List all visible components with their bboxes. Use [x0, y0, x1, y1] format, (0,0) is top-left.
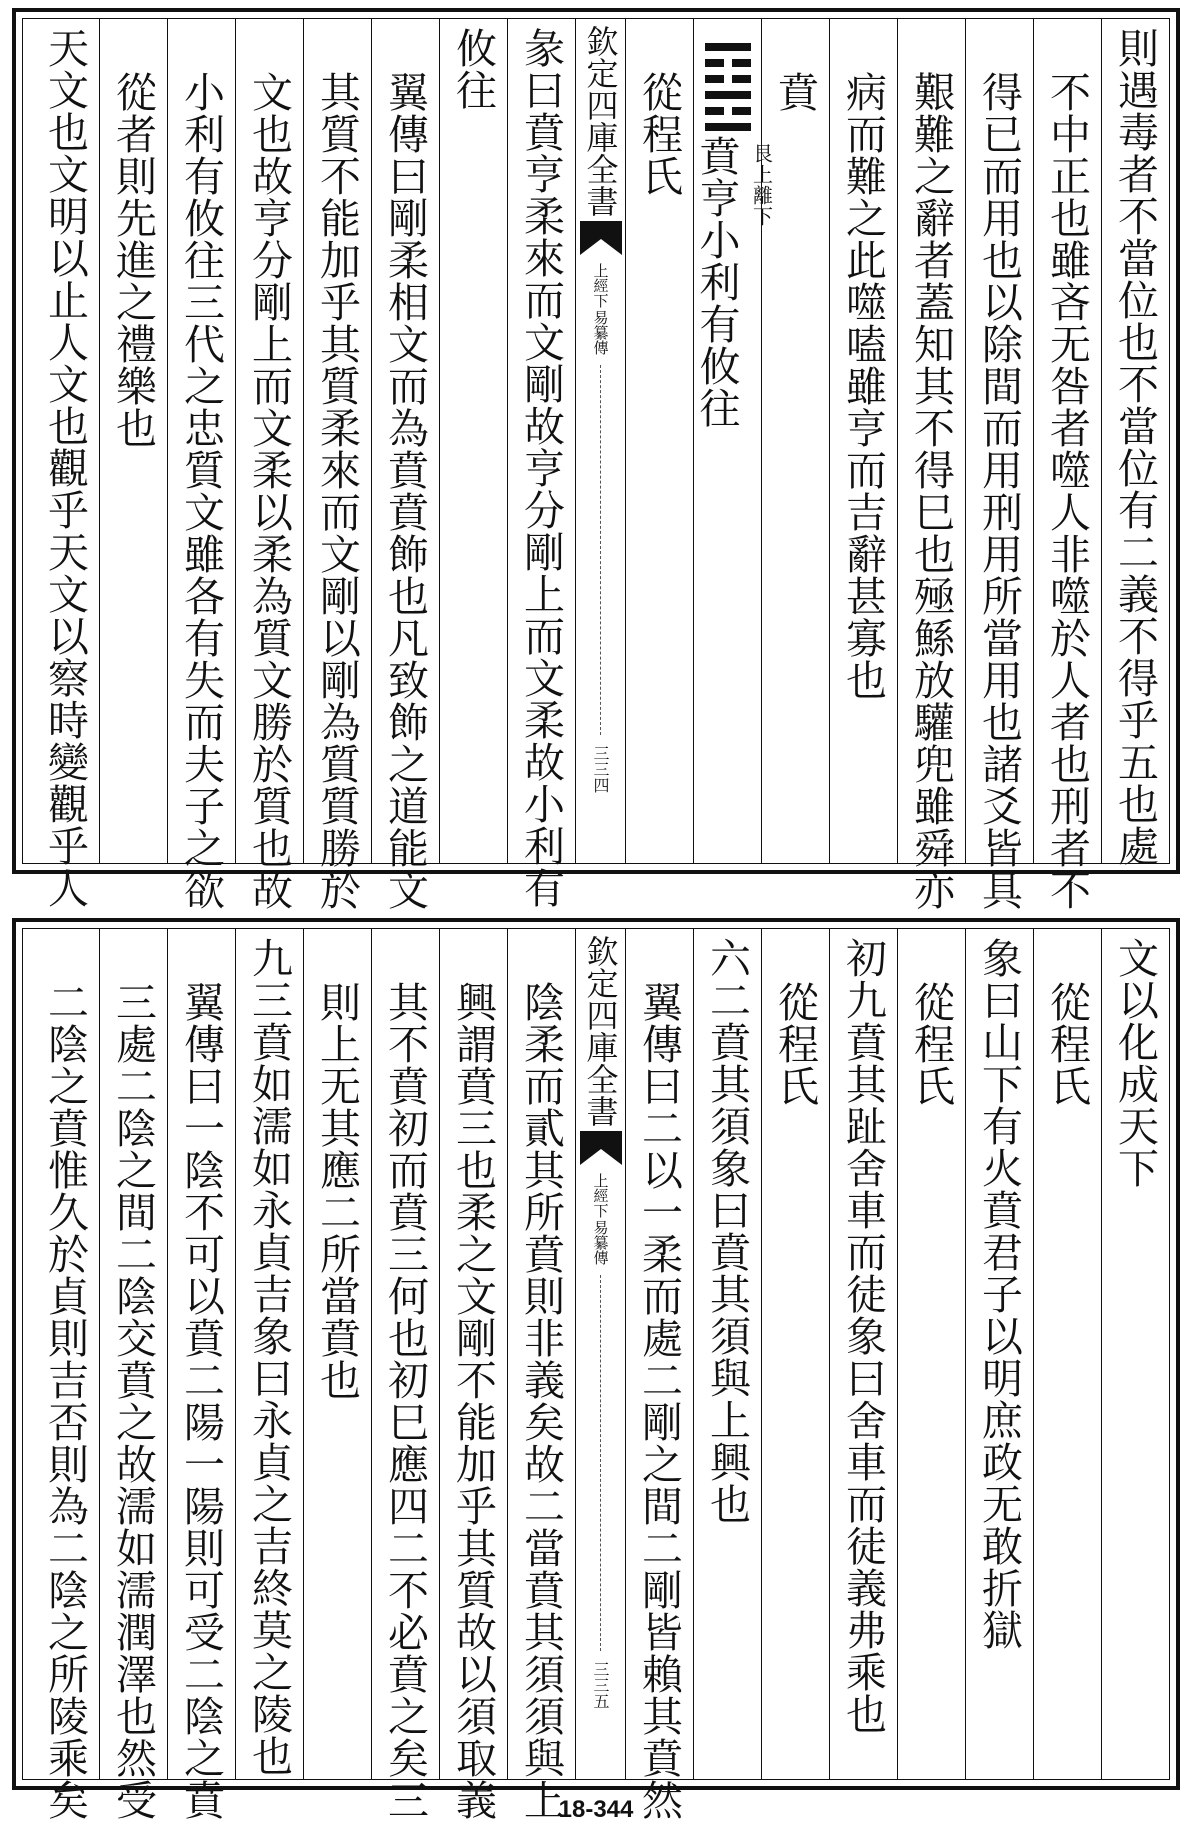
text-column: 艱難之辭者蓋知其不得巳也殛鯀放驩兜雖舜亦 [897, 19, 965, 863]
volume-label: 上經下 易纂傳 [591, 1173, 610, 1265]
text-column: 文以化成天下 [1101, 929, 1169, 1779]
text-column: 二陰之賁惟久於貞則吉否則為二陰之所陵乘矣 [41, 981, 89, 1821]
top-page-frame [12, 8, 1180, 911]
text-column: 初九賁其趾舍車而徒象曰舍車而徒義弗乘也 [829, 929, 897, 1779]
text-column: 得已而用也以除間而用刑用所當用也諸爻皆具 [965, 19, 1033, 863]
text-column: 彖曰賁亨柔來而文剛故亨分剛上而文柔故小利有 [507, 19, 575, 863]
text-column: 病而難之此噬嗑雖亨而吉辭甚寡也 [829, 19, 897, 863]
text-column: 則遇毒者不當位也不當位有二義不得乎五也處 [1101, 19, 1169, 863]
hexagram-text: 賁亨小利有攸往 [692, 135, 741, 429]
fishtail-mark-icon [580, 1131, 622, 1165]
text-column: 其不賁初而賁三何也初巳應四二不必賁之矣三 [371, 929, 439, 1779]
text-column: 攸往 [439, 19, 507, 863]
text-column: 小利有攸往三代之忠質文雖各有失而夫子之欲 [167, 19, 235, 863]
text-column: 文也故亨分剛上而文柔以柔為質文勝於質也故 [235, 19, 303, 863]
source-note: 從程氏 [761, 929, 829, 1779]
center-fold [575, 19, 625, 863]
text-column: 三處二陰之間二陰交賁之故濡如濡潤澤也然受 [99, 929, 167, 1779]
hexagram-symbol [705, 43, 751, 131]
text-column: 翼傳曰一陰不可以賁二陽一陽則可受二陰之賁 [167, 929, 235, 1779]
leaf-number: 三三五 [591, 1661, 610, 1709]
text-column: 天文也文明以止人文也觀乎天文以察時變觀乎人 [41, 27, 89, 909]
text-column: 興謂賁三也柔之文剛不能加乎其質故以須取義 [439, 929, 507, 1779]
text-column: 九三賁如濡如永貞吉象曰永貞之吉終莫之陵也 [235, 929, 303, 1779]
hexagram-column [692, 19, 774, 863]
book-title: 欽定四庫全書 [581, 935, 620, 1127]
trigram-note-upper: 艮上 [749, 143, 774, 185]
fishtail-mark-icon [580, 221, 622, 255]
book-title: 欽定四庫全書 [581, 25, 620, 217]
text-column: 從者則先進之禮樂也 [99, 19, 167, 863]
center-fold [575, 929, 625, 1779]
text-column: 則上无其應二所當賁也 [303, 929, 371, 1779]
source-note: 從程氏 [625, 19, 693, 863]
text-column: 其質不能加乎其質柔來而文剛以剛為質質勝於 [303, 19, 371, 863]
text-column: 不中正也雖吝无咎者噬人非噬於人者也刑者不 [1033, 19, 1101, 863]
volume-label: 上經下 易纂傳 [591, 263, 610, 355]
text-column: 陰柔而貳其所賁則非義矣故二當賁其須須與上 [507, 929, 575, 1779]
text-column: 翼傳曰剛柔相文而為賁賁飾也凡致飾之道能文 [371, 19, 439, 863]
page-number: 18-344 [558, 1796, 634, 1823]
text-column: 翼傳曰二以一柔而處二剛之間二剛皆賴其賁然 [625, 929, 693, 1779]
trigram-note-lower: 離下 [749, 185, 774, 227]
leaf-number: 三三四 [591, 745, 610, 793]
source-note: 從程氏 [1033, 929, 1101, 1779]
text-column: 象曰山下有火賁君子以明庶政无敢折獄 [965, 929, 1033, 1779]
text-column: 六二賁其須象曰賁其須與上興也 [693, 929, 761, 1779]
top-page-columns [22, 18, 1170, 911]
hexagram-heading: 賁 [761, 19, 829, 863]
source-note: 從程氏 [897, 929, 965, 1779]
